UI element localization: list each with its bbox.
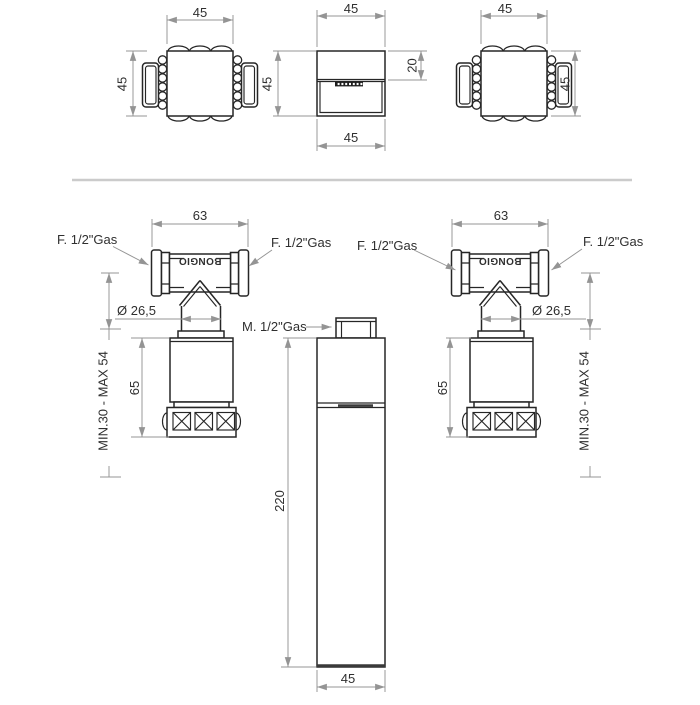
connection-label: F. 1/2"Gas: [357, 238, 418, 253]
dim-label: 63: [192, 208, 208, 223]
dim-label: 45: [192, 5, 208, 20]
dim-45-bottom: [317, 119, 385, 151]
connection-label: M. 1/2"Gas: [242, 319, 307, 334]
connection-label: F. 1/2"Gas: [271, 235, 332, 250]
dim-label: 45: [497, 1, 513, 16]
dim-label: 65: [435, 380, 450, 396]
connection-label: F. 1/2"Gas: [57, 232, 118, 247]
label-f-gas-right: [249, 235, 332, 266]
cap-left-inner: [462, 253, 470, 294]
valve-rough-body: [163, 338, 241, 437]
dim-label: 45: [343, 1, 359, 16]
dim-min-max-right: [577, 273, 602, 477]
dim-label: 45: [557, 76, 573, 92]
view-top-right-handle: [457, 1, 582, 121]
dim-label: 45: [259, 76, 275, 92]
cap-left-outer: [452, 250, 462, 296]
dim-label: 45: [114, 76, 130, 92]
dim-label: 45: [343, 130, 359, 145]
cap-right-outer: [539, 250, 549, 296]
tube-flange: [478, 331, 524, 338]
spout-body: [317, 338, 385, 667]
valve-left: [57, 208, 332, 477]
valve-right: [357, 208, 644, 477]
tube: [482, 306, 521, 331]
dim-65-left: [435, 338, 471, 437]
tube-flange: [178, 331, 224, 338]
cap-right-outer: [239, 250, 249, 296]
escutcheon: [170, 338, 233, 402]
tube: [182, 306, 221, 331]
dim-45-top: [317, 1, 385, 47]
dim-45-middle-height: [260, 51, 317, 116]
cap-left-outer: [152, 250, 162, 296]
dim-label: 45: [340, 671, 356, 686]
mount-base: [167, 408, 236, 438]
label-m-gas: [242, 319, 332, 334]
connector-ring: [474, 402, 529, 408]
dim-diameter-26-5: [115, 303, 221, 319]
dim-label: Ø 26,5: [117, 303, 157, 318]
dim-label: MIN.30 - MAX 54: [95, 351, 111, 451]
view-top-middle-spout: [317, 1, 427, 151]
dim-label: 220: [272, 490, 287, 512]
spout-elevation: [242, 318, 385, 692]
dim-45-bottom: [317, 670, 385, 692]
valve-tee-body: [152, 250, 249, 338]
cap-right-inner: [531, 253, 539, 294]
aerator-strip: [335, 82, 363, 87]
connection-label: F. 1/2"Gas: [583, 234, 644, 249]
connector-ring: [174, 402, 229, 408]
spout-joint-seal: [338, 404, 373, 407]
label-f-gas-left: [357, 238, 456, 270]
dim-label: Ø 26,5: [532, 303, 572, 318]
view-top-left-handle: [115, 5, 258, 121]
dim-label: 20: [404, 58, 420, 73]
dim-220-left: [272, 338, 316, 667]
brand-text: BONGIO: [178, 255, 222, 266]
brand-text: BONGIO: [478, 255, 522, 266]
dim-20-right: [388, 51, 427, 80]
escutcheon: [470, 338, 533, 402]
dim-45-top: [481, 1, 547, 44]
dim-label: 65: [127, 380, 142, 396]
handle-body-square: [481, 51, 547, 116]
cap-left-inner: [162, 253, 170, 294]
mount-base: [467, 408, 536, 438]
dim-label: MIN.30 - MAX 54: [576, 351, 592, 451]
cap-right-inner: [231, 253, 239, 294]
dim-45-top: [167, 5, 233, 44]
dim-63-top: [452, 208, 548, 247]
dim-63-top: [152, 208, 248, 247]
valve-tee-body: [452, 250, 549, 338]
dim-diameter-26-5: [481, 303, 586, 319]
handle-body-square: [167, 51, 233, 116]
valve-rough-body: [463, 338, 541, 437]
dim-label: 63: [493, 208, 509, 223]
label-f-gas-right: [552, 234, 644, 270]
label-f-gas-left: [57, 232, 149, 265]
